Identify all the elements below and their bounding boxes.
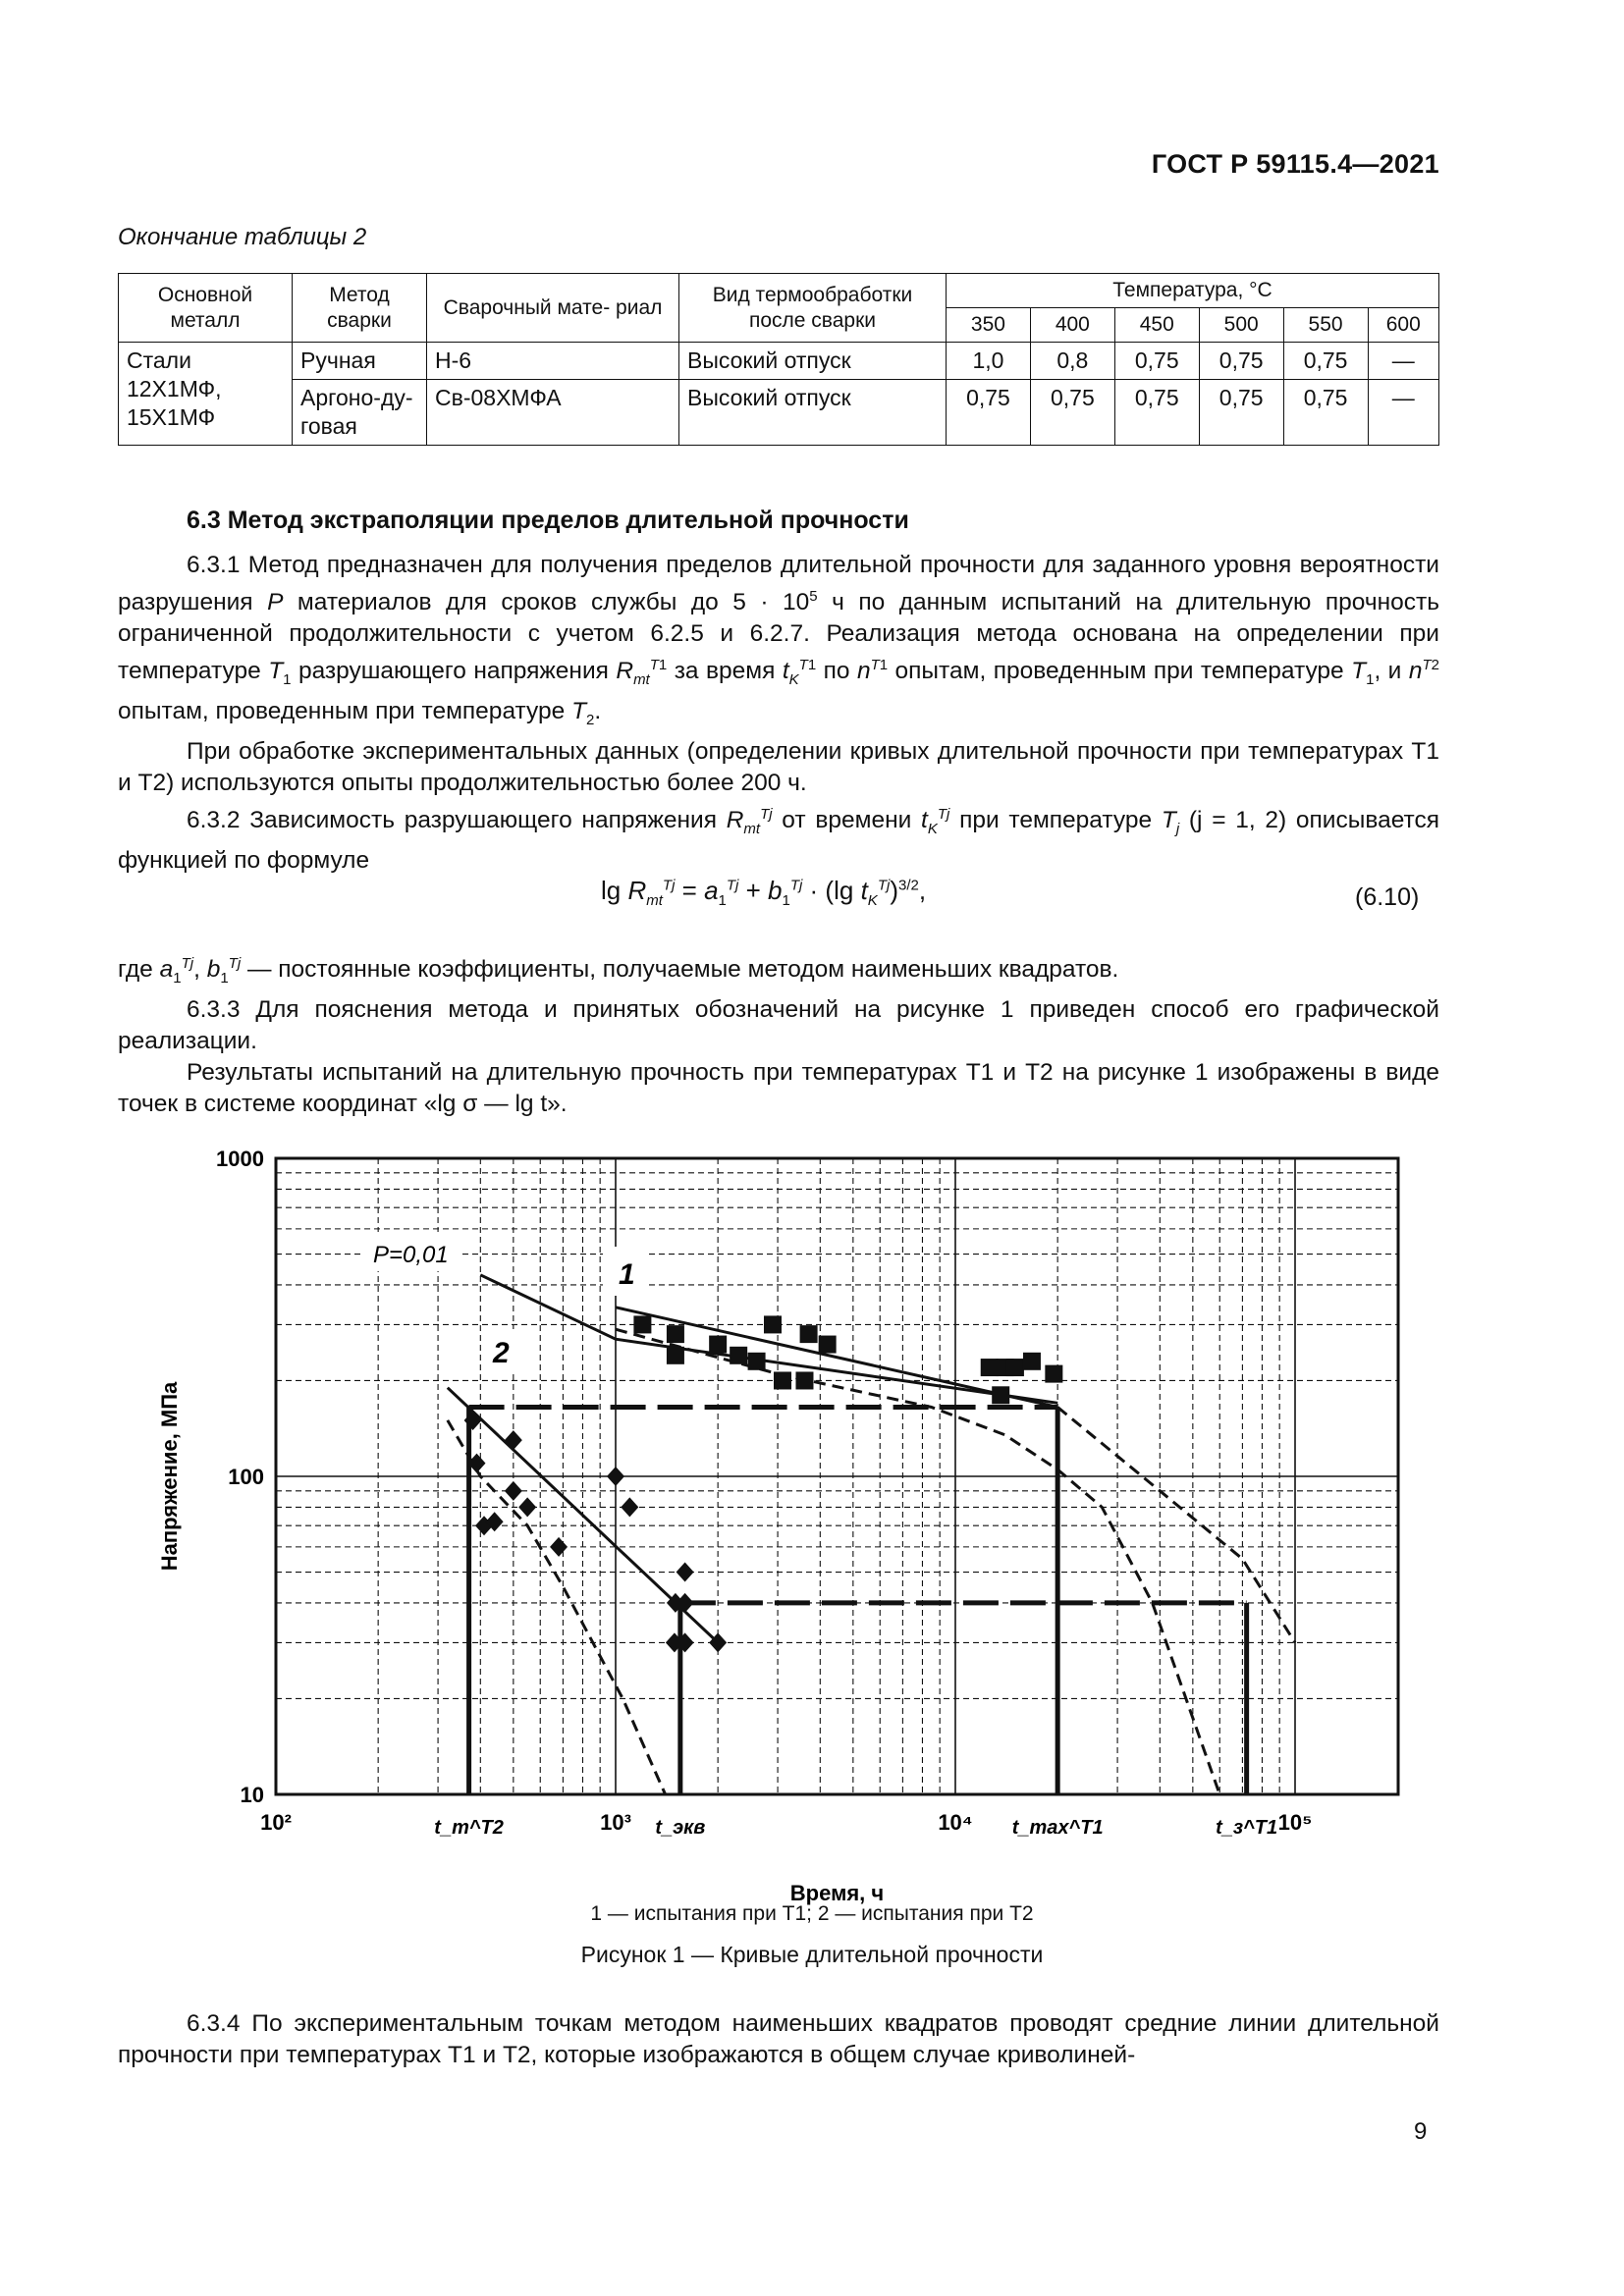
data-point-square xyxy=(764,1315,782,1333)
paragraph-6-3-1: 6.3.1 Метод предназначен для получения пределов длительной прочности для заданного уровня вероятности разрушения P материалов для сроков службы до $5 \cdot 10^5$ ч по данным испытаний на длительную прочность ограниченной продолжительности с учетом 6.2.5 и 6.2.7. Реализация метода основана на определении при температуре $T_1$ разрушающего напряжения $R_{mt}^{T1}$ за время $t_K^{T1}$ по $n^{T1}$ опытам, проведенным при температуре $T_1$, и $n^{T2}$ опытам, проведенным при температуре $T_2$. При обработке экспериментальных данных (определении кривых длительной прочности при температурах T1 и T2) используются опыты продолжительностью более 200 ч. 6.3.2 Зависимость разрушающего напряжения $R_{mt}^{Tj}$ от времени $t_K^{Tj}$ при температуре $T_j$ (j = 1, 2) описывается функцией по формуле xyxy=(118,550,1439,877)
data-point-square xyxy=(774,1371,791,1389)
data-point-square xyxy=(730,1347,747,1364)
paragraph-6-3-2: 6.3.2 Зависимость разрушающего напряжения $R_{mt}^{Tj}$ от времени $t_K^{Tj}$ при температуре $T_j$ (j = 1, 2) описывается функцией по формуле xyxy=(118,806,1439,875)
temp-header: 600 xyxy=(1368,308,1438,343)
data-point-square xyxy=(800,1325,818,1343)
data-point-square xyxy=(1045,1365,1062,1383)
heat-cell: Высокий отпуск xyxy=(679,380,947,446)
table-caption: Окончание таблицы 2 xyxy=(118,224,367,250)
figure-caption: Рисунок 1 — Кривые длительной прочности xyxy=(580,1942,1044,1967)
method-cell: Аргоно-ду- говая xyxy=(293,380,427,446)
y-tick-label: 1000 xyxy=(216,1147,264,1171)
data-point-square xyxy=(667,1347,684,1364)
data-point-diamond xyxy=(677,1563,694,1582)
col-material: Сварочный мате- риал xyxy=(427,274,679,343)
value-cell: 0,75 xyxy=(1283,343,1368,380)
formula-6-10: $\lg R_{mt}^{Tj} = a_1^{Tj} + b_1^{Tj} \cdot (\lg$ $t_K^{Tj})^{3/2}$, xyxy=(601,876,927,910)
curve-label-2: 2 xyxy=(493,1337,510,1369)
col-heat-treatment: Вид термообработки после сварки xyxy=(679,274,947,343)
temp-header: 500 xyxy=(1199,308,1283,343)
value-cell: 0,75 xyxy=(1030,380,1114,446)
figure-legend: 1 — испытания при T1; 2 — испытания при T2 xyxy=(590,1902,1034,1925)
time-marker-label: t_экв xyxy=(655,1817,706,1839)
value-cell: 0,75 xyxy=(947,380,1031,446)
temp-header: 350 xyxy=(947,308,1031,343)
time-marker-label: t_max^T1 xyxy=(1011,1817,1104,1839)
paragraph-results: Результаты испытаний на длительную прочность при температурах T1 и T2 на рисунке 1 изображены в виде точек в системе координат «lg σ — lg t». xyxy=(118,1059,1439,1118)
data-point-square xyxy=(992,1386,1009,1404)
data-point-diamond xyxy=(505,1430,522,1450)
value-cell: — xyxy=(1368,380,1438,446)
temp-header: 550 xyxy=(1283,308,1368,343)
temp-header: 400 xyxy=(1030,308,1114,343)
data-point-square xyxy=(709,1336,727,1354)
curve-label-1: 1 xyxy=(619,1258,635,1291)
base-metal-cell: Стали 12Х1МФ, 15Х1МФ xyxy=(119,343,293,446)
data-point-square xyxy=(795,1371,813,1389)
value-cell: 0,75 xyxy=(1283,380,1368,446)
col-base-metal: Основной металл xyxy=(119,274,293,343)
value-cell: 0,75 xyxy=(1114,380,1199,446)
data-point-diamond xyxy=(518,1497,536,1517)
data-point-square xyxy=(667,1325,684,1343)
method-cell: Ручная xyxy=(293,343,427,380)
data-point-square xyxy=(748,1353,766,1370)
page-number: 9 xyxy=(1414,2118,1428,2145)
material-cell: Св-08ХМФА xyxy=(427,380,679,446)
x-tick-label: 10⁴ xyxy=(938,1810,973,1835)
heat-cell: Высокий отпуск xyxy=(679,343,947,380)
time-marker-label: t_з^T1 xyxy=(1216,1817,1278,1839)
y-tick-label: 100 xyxy=(228,1465,264,1489)
col-method: Метод сварки xyxy=(293,274,427,343)
data-point-diamond xyxy=(550,1537,568,1557)
col-temperature: Температура, °C xyxy=(947,274,1439,308)
y-axis-title: Напряжение, МПа xyxy=(157,1381,182,1572)
data-point-square xyxy=(633,1315,651,1333)
value-cell: — xyxy=(1368,343,1438,380)
data-point-diamond xyxy=(607,1467,624,1486)
x-tick-label: 10⁵ xyxy=(1277,1810,1313,1835)
annotation-probability: P=0,01 xyxy=(373,1242,449,1268)
document-header: ГОСТ Р 59115.4—2021 xyxy=(1151,149,1439,179)
value-cell: 0,75 xyxy=(1199,380,1283,446)
time-marker-label: t_m^T2 xyxy=(434,1817,504,1839)
value-cell: 0,75 xyxy=(1114,343,1199,380)
paragraph-6-3-4: 6.3.4 По экспериментальным точкам методом наименьших квадратов проводят средние линии длительной прочности при температурах T1 и T2, которые изображаются в общем случае криволиней- xyxy=(118,2010,1439,2068)
data-point-diamond xyxy=(505,1481,522,1501)
data-point-square xyxy=(1006,1359,1024,1376)
section-title: 6.3 Метод экстраполяции пределов длительной прочности xyxy=(187,507,909,534)
series-line xyxy=(616,1329,1219,1794)
series-line xyxy=(480,1275,1057,1404)
series-line xyxy=(1057,1408,1295,1643)
material-cell: Н-6 xyxy=(427,343,679,380)
x-axis-title: Время, ч xyxy=(789,1881,885,1905)
paragraph-6-3-3: 6.3.3 Для пояснения метода и принятых обозначений на рисунке 1 приведен способ его графической реализации. xyxy=(118,996,1439,1055)
paragraph-where: где $a_1^{Tj}$, $b_1^{Tj}$ — постоянные коэффициенты, получаемые методом наименьших квадратов. 6.3.3 Для пояснения метода и принятых обозначений на рисунке 1 приведен способ его графической реализации. Результаты испытаний на длительную прочность при температурах T1 и T2 на рисунке 1 изображены в виде точек в системе координат «lg σ — lg t». xyxy=(118,948,1439,1120)
data-point-diamond xyxy=(621,1497,638,1517)
data-point-square xyxy=(981,1359,999,1376)
y-tick-label: 10 xyxy=(240,1783,264,1807)
paragraph-processing: При обработке экспериментальных данных (определении кривых длительной прочности при температурах T1 и T2) используются опыты продолжительностью более 200 ч. xyxy=(118,738,1439,797)
temp-header: 450 xyxy=(1114,308,1199,343)
formula-number: (6.10) xyxy=(1355,883,1420,911)
data-point-square xyxy=(819,1336,837,1354)
data-point-square xyxy=(1023,1353,1041,1370)
value-cell: 0,8 xyxy=(1030,343,1114,380)
value-cell: 1,0 xyxy=(947,343,1031,380)
x-tick-label: 10² xyxy=(260,1810,292,1835)
value-cell: 0,75 xyxy=(1199,343,1283,380)
x-tick-label: 10³ xyxy=(600,1810,631,1835)
